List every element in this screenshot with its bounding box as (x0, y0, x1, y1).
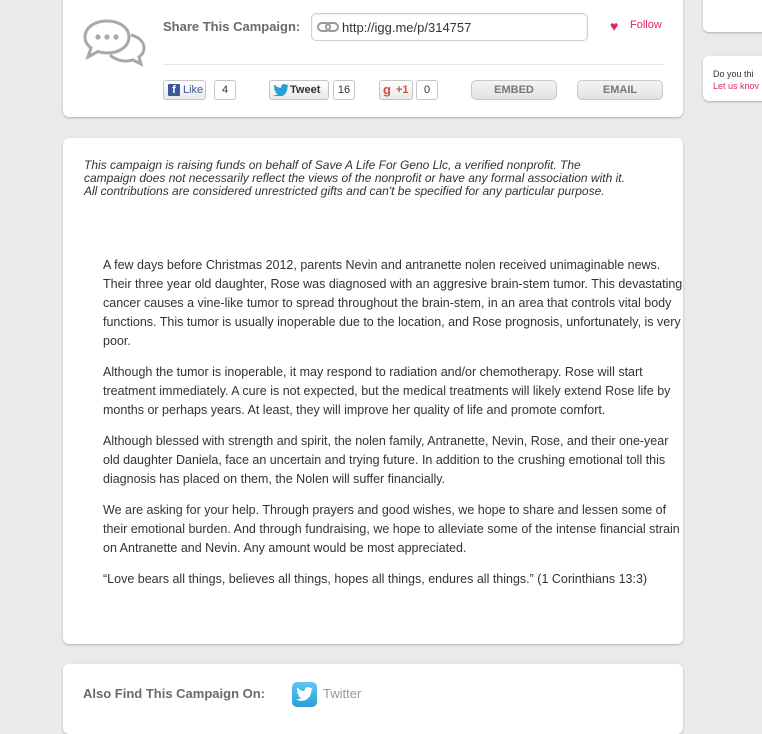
story-paragraph: We are asking for your help. Through prayers and good wishes, we hope to share and lessen some of their emotional burden. And through fundraising, we hope to alleviate some of the intense financial strain on Antranette and Nevin. Any amount would be most appreciated. (103, 503, 680, 555)
link-icon (317, 22, 339, 32)
share-label: Share This Campaign: (163, 19, 301, 34)
campaign-story (103, 256, 683, 601)
follow-label[interactable]: Follow (630, 19, 662, 31)
tweet-label: Tweet (290, 84, 321, 96)
story-paragraph: Although the tumor is inoperable, it may respond to radiation and/or chemotherapy. Rose will start treatment immediately. A cure is not expected, but the medical treatments will likely extend Rose life by months or perhaps years. At least, they will improve her quality of life and promote comfort. (103, 365, 671, 417)
google-plus-button[interactable] (379, 80, 413, 100)
story-paragraph: Although blessed with strength and spirit, the nolen family, Antranette, Nevin, Rose, and their one-year old daughter Daniela, face an uncertain and trying future. In addition to the crushing emotional toll this diagnosis has placed on them, the Nolen will suffer financially. (103, 434, 669, 486)
also-find-card (63, 664, 683, 734)
twitter-bird-icon (273, 84, 289, 96)
email-button[interactable]: EMAIL (577, 80, 663, 100)
tweet-count: 16 (333, 80, 355, 100)
plus-one-label: +1 (396, 84, 409, 96)
share-card (63, 0, 683, 117)
side-card-top (703, 0, 762, 32)
also-find-label: Also Find This Campaign On: (83, 686, 265, 701)
plus-one-count: 0 (416, 80, 438, 100)
nonprofit-disclaimer: This campaign is raising funds on behalf of Save A Life For Geno Llc, a verified nonprofit. The campaign does not necessarily reflect the views of the nonprofit or have any formal association with it. All contributions are considered unrestricted gifts and can't be specified for any particular purpose. (84, 158, 625, 198)
tweet-button[interactable] (269, 80, 329, 100)
feedback-question: Do you thi (713, 69, 754, 79)
chat-bubbles-icon (83, 19, 147, 67)
campaign-description-card (63, 138, 683, 644)
feedback-card (703, 56, 762, 101)
story-paragraph: A few days before Christmas 2012, parents Nevin and antranette nolen received unimaginable news. Their three year old daughter, Rose was diagnosed with an aggresive brain-stem tumor. This devastating cancer causes a vine-like tumor to spread throughout the brain-stem, in an area that controls vital body functions. This tumor is usually inoperable due to the location, and Rose prognosis, unfortunately, is very poor. (103, 258, 683, 348)
twitter-link[interactable]: Twitter (323, 686, 362, 701)
feedback-link[interactable]: Let us knov (713, 81, 760, 91)
google-plus-icon: g (383, 82, 391, 97)
facebook-like-button[interactable] (163, 80, 206, 100)
embed-button[interactable]: EMBED (471, 80, 557, 100)
like-count: 4 (214, 80, 236, 100)
like-label: Like (183, 84, 204, 96)
share-url-text[interactable]: http://igg.me/p/314757 (342, 20, 472, 35)
heart-icon: ♥ (610, 18, 619, 34)
divider (163, 64, 663, 65)
story-quote: “Love bears all things, believes all things, hopes all things, endures all things.” (1 Corinthians 13:3) (103, 572, 648, 586)
facebook-icon: f (168, 84, 180, 96)
share-url-field[interactable] (311, 13, 588, 41)
twitter-icon[interactable] (292, 682, 317, 707)
